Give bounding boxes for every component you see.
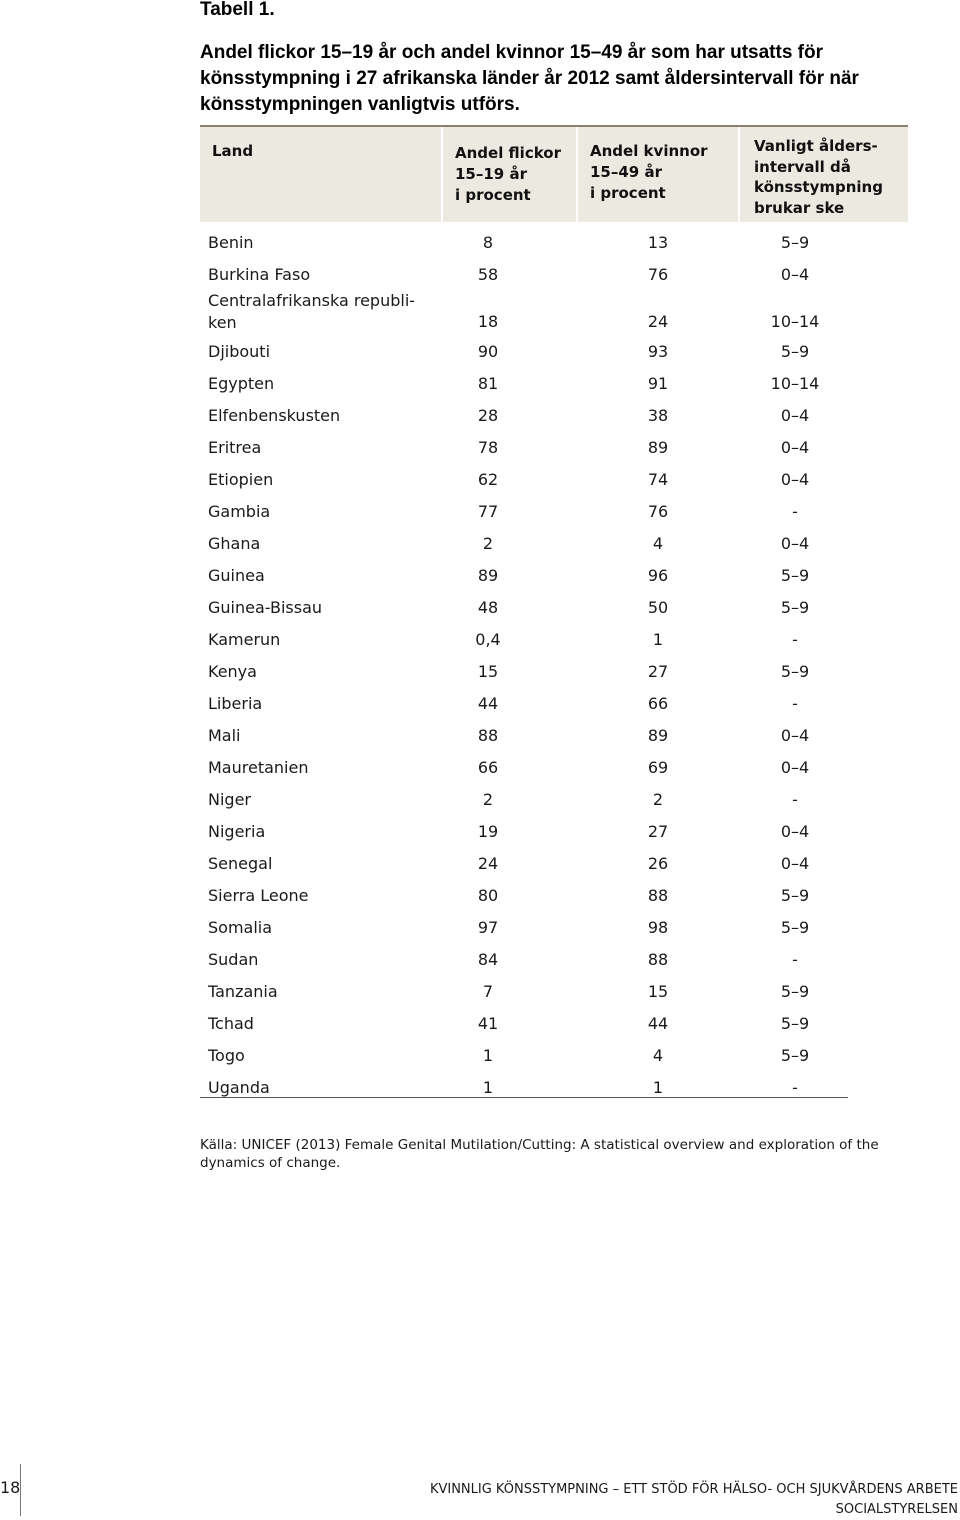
column-header-women: Andel kvinnor 15–49 år i procent bbox=[578, 127, 740, 222]
cell-women-percent: 1 bbox=[652, 1078, 664, 1097]
cell-girls-percent: 18 bbox=[477, 312, 499, 331]
cell-women-percent: 66 bbox=[647, 694, 669, 713]
cell-women-percent: 44 bbox=[647, 1014, 669, 1033]
cell-land: Burkina Faso bbox=[208, 265, 311, 284]
table-row bbox=[200, 527, 848, 559]
cell-age-interval: - bbox=[792, 630, 798, 649]
cell-age-interval: 5–9 bbox=[780, 342, 810, 361]
cell-girls-percent: 1 bbox=[482, 1078, 494, 1097]
cell-age-interval: 0–4 bbox=[780, 822, 810, 841]
running-head-publisher: SOCIALSTYRELSEN bbox=[835, 1502, 958, 1517]
table-row bbox=[200, 258, 848, 290]
cell-land: Egypten bbox=[208, 374, 275, 393]
cell-land: Togo bbox=[208, 1046, 245, 1065]
cell-women-percent: 4 bbox=[652, 534, 664, 553]
table-caption bbox=[200, 40, 940, 118]
cell-land: Sudan bbox=[208, 950, 259, 969]
table-row bbox=[200, 431, 848, 463]
cell-age-interval: - bbox=[792, 790, 798, 809]
cell-girls-percent: 62 bbox=[477, 470, 499, 489]
cell-age-interval: 0–4 bbox=[780, 726, 810, 745]
cell-women-percent: 2 bbox=[652, 790, 664, 809]
cell-land: Sierra Leone bbox=[208, 886, 309, 905]
table-row bbox=[200, 559, 848, 591]
table-row bbox=[200, 623, 848, 655]
cell-age-interval: 5–9 bbox=[780, 918, 810, 937]
cell-girls-percent: 88 bbox=[477, 726, 499, 745]
table-row bbox=[200, 655, 848, 687]
table-row bbox=[200, 911, 848, 943]
table-row bbox=[200, 975, 848, 1007]
cell-age-interval: 0–4 bbox=[780, 438, 810, 457]
cell-land: Centralafrikanska republi- ken bbox=[208, 291, 416, 332]
column-header-land: Land bbox=[200, 127, 443, 222]
cell-land: Eritrea bbox=[208, 438, 262, 457]
table-row bbox=[200, 687, 848, 719]
table-row bbox=[200, 751, 848, 783]
table-row bbox=[200, 1007, 848, 1039]
table-row bbox=[200, 335, 848, 367]
cell-girls-percent: 66 bbox=[477, 758, 499, 777]
table-row bbox=[200, 879, 848, 911]
cell-age-interval: - bbox=[792, 950, 798, 969]
cell-age-interval: 5–9 bbox=[780, 886, 810, 905]
cell-girls-percent: 44 bbox=[477, 694, 499, 713]
cell-land: Niger bbox=[208, 790, 251, 809]
cell-land: Kenya bbox=[208, 662, 257, 681]
cell-age-interval: 5–9 bbox=[780, 598, 810, 617]
cell-girls-percent: 89 bbox=[477, 566, 499, 585]
cell-women-percent: 15 bbox=[647, 982, 669, 1001]
table-row bbox=[200, 783, 848, 815]
cell-girls-percent: 2 bbox=[482, 790, 494, 809]
caption-line: könsstympningen vanligtvis utförs. bbox=[200, 94, 520, 115]
cell-land: Senegal bbox=[208, 854, 273, 873]
cell-women-percent: 76 bbox=[647, 265, 669, 284]
cell-girls-percent: 81 bbox=[477, 374, 499, 393]
running-head-title: KVINNLIG KÖNSSTYMPNING – ETT STÖD FÖR HÄLSO- OCH SJUKVÅRDENS ARBETE bbox=[429, 1482, 958, 1497]
cell-land: Benin bbox=[208, 233, 254, 252]
cell-age-interval: 0–4 bbox=[780, 265, 810, 284]
cell-women-percent: 26 bbox=[647, 854, 669, 873]
cell-land: Nigeria bbox=[208, 822, 266, 841]
cell-girls-percent: 2 bbox=[482, 534, 494, 553]
column-header-age-interval: Vanligt ålders- intervall då könsstympning brukar ske bbox=[754, 137, 883, 217]
cell-age-interval: 10–14 bbox=[770, 312, 820, 331]
caption-line: könsstympning i 27 afrikanska länder år 2012 samt åldersintervall för när bbox=[200, 68, 859, 89]
cell-women-percent: 4 bbox=[652, 1046, 664, 1065]
cell-age-interval: 0–4 bbox=[780, 534, 810, 553]
cell-girls-percent: 97 bbox=[477, 918, 499, 937]
cell-women-percent: 74 bbox=[647, 470, 669, 489]
cell-age-interval: 0–4 bbox=[780, 854, 810, 873]
cell-age-interval: - bbox=[792, 502, 798, 521]
cell-land: Tanzania bbox=[208, 982, 278, 1001]
cell-land: Etiopien bbox=[208, 470, 274, 489]
cell-land: Uganda bbox=[208, 1078, 270, 1097]
cell-women-percent: 98 bbox=[647, 918, 669, 937]
cell-age-interval: 5–9 bbox=[780, 1046, 810, 1065]
cell-women-percent: 91 bbox=[647, 374, 669, 393]
table-row bbox=[200, 1071, 848, 1103]
table-header bbox=[200, 125, 908, 222]
cell-women-percent: 13 bbox=[647, 233, 669, 252]
caption-line: Andel flickor 15–19 år och andel kvinnor 15–49 år som har utsatts för bbox=[200, 42, 824, 63]
cell-age-interval: 5–9 bbox=[780, 662, 810, 681]
table-row bbox=[200, 719, 848, 751]
page-number: 18 bbox=[0, 1478, 21, 1497]
cell-women-percent: 93 bbox=[647, 342, 669, 361]
cell-land: Mali bbox=[208, 726, 241, 745]
cell-girls-percent: 7 bbox=[482, 982, 494, 1001]
running-head bbox=[430, 1480, 958, 1520]
table-row bbox=[200, 1039, 848, 1071]
cell-land: Tchad bbox=[208, 1014, 254, 1033]
table-row bbox=[200, 943, 848, 975]
table-row bbox=[200, 495, 848, 527]
cell-girls-percent: 77 bbox=[477, 502, 499, 521]
cell-girls-percent: 58 bbox=[477, 265, 499, 284]
cell-land: Guinea-Bissau bbox=[208, 598, 323, 617]
cell-women-percent: 27 bbox=[647, 822, 669, 841]
cell-girls-percent: 28 bbox=[477, 406, 499, 425]
cell-land: Guinea bbox=[208, 566, 265, 585]
cell-girls-percent: 84 bbox=[477, 950, 499, 969]
cell-women-percent: 88 bbox=[647, 886, 669, 905]
cell-girls-percent: 1 bbox=[482, 1046, 494, 1065]
cell-age-interval: - bbox=[792, 694, 798, 713]
cell-women-percent: 76 bbox=[647, 502, 669, 521]
cell-land: Somalia bbox=[208, 918, 273, 937]
cell-women-percent: 69 bbox=[647, 758, 669, 777]
table-row bbox=[200, 399, 848, 431]
table-row bbox=[200, 815, 848, 847]
cell-women-percent: 38 bbox=[647, 406, 669, 425]
cell-girls-percent: 0,4 bbox=[475, 630, 501, 649]
cell-women-percent: 96 bbox=[647, 566, 669, 585]
cell-girls-percent: 90 bbox=[477, 342, 499, 361]
cell-girls-percent: 41 bbox=[477, 1014, 499, 1033]
cell-land: Kamerun bbox=[208, 630, 281, 649]
table-bottom-rule bbox=[200, 1097, 848, 1098]
cell-girls-percent: 19 bbox=[477, 822, 499, 841]
cell-age-interval: 0–4 bbox=[780, 470, 810, 489]
cell-girls-percent: 15 bbox=[477, 662, 499, 681]
table-label: Tabell 1. bbox=[200, 0, 275, 20]
cell-land: Elfenbenskusten bbox=[208, 406, 341, 425]
cell-land: Liberia bbox=[208, 694, 263, 713]
cell-age-interval: 5–9 bbox=[780, 1014, 810, 1033]
table-row bbox=[200, 591, 848, 623]
cell-girls-percent: 78 bbox=[477, 438, 499, 457]
cell-age-interval: 5–9 bbox=[780, 233, 810, 252]
cell-girls-percent: 8 bbox=[482, 233, 494, 252]
cell-age-interval: 0–4 bbox=[780, 406, 810, 425]
table-row bbox=[200, 463, 848, 495]
cell-women-percent: 88 bbox=[647, 950, 669, 969]
cell-women-percent: 27 bbox=[647, 662, 669, 681]
cell-age-interval: 5–9 bbox=[780, 566, 810, 585]
cell-girls-percent: 48 bbox=[477, 598, 499, 617]
cell-women-percent: 89 bbox=[647, 726, 669, 745]
cell-women-percent: 24 bbox=[647, 312, 669, 331]
cell-women-percent: 1 bbox=[652, 630, 664, 649]
cell-girls-percent: 80 bbox=[477, 886, 499, 905]
cell-women-percent: 89 bbox=[647, 438, 669, 457]
cell-land: Ghana bbox=[208, 534, 261, 553]
cell-age-interval: 5–9 bbox=[780, 982, 810, 1001]
cell-age-interval: 0–4 bbox=[780, 758, 810, 777]
cell-girls-percent: 24 bbox=[477, 854, 499, 873]
source-note: Källa: UNICEF (2013) Female Genital Mutilation/Cutting: A statistical overview and exploration of the dynamics of change. bbox=[200, 1137, 879, 1171]
cell-women-percent: 50 bbox=[647, 598, 669, 617]
cell-land: Gambia bbox=[208, 502, 271, 521]
table-row bbox=[200, 847, 848, 879]
table-row bbox=[200, 226, 848, 258]
cell-age-interval: 10–14 bbox=[770, 374, 820, 393]
cell-land: Djibouti bbox=[208, 342, 271, 361]
table-row bbox=[200, 367, 848, 399]
column-header-girls: Andel flickor 15–19 år i procent bbox=[443, 127, 578, 222]
cell-land: Mauretanien bbox=[208, 758, 309, 777]
cell-age-interval: - bbox=[792, 1078, 798, 1097]
table-row bbox=[200, 290, 848, 334]
